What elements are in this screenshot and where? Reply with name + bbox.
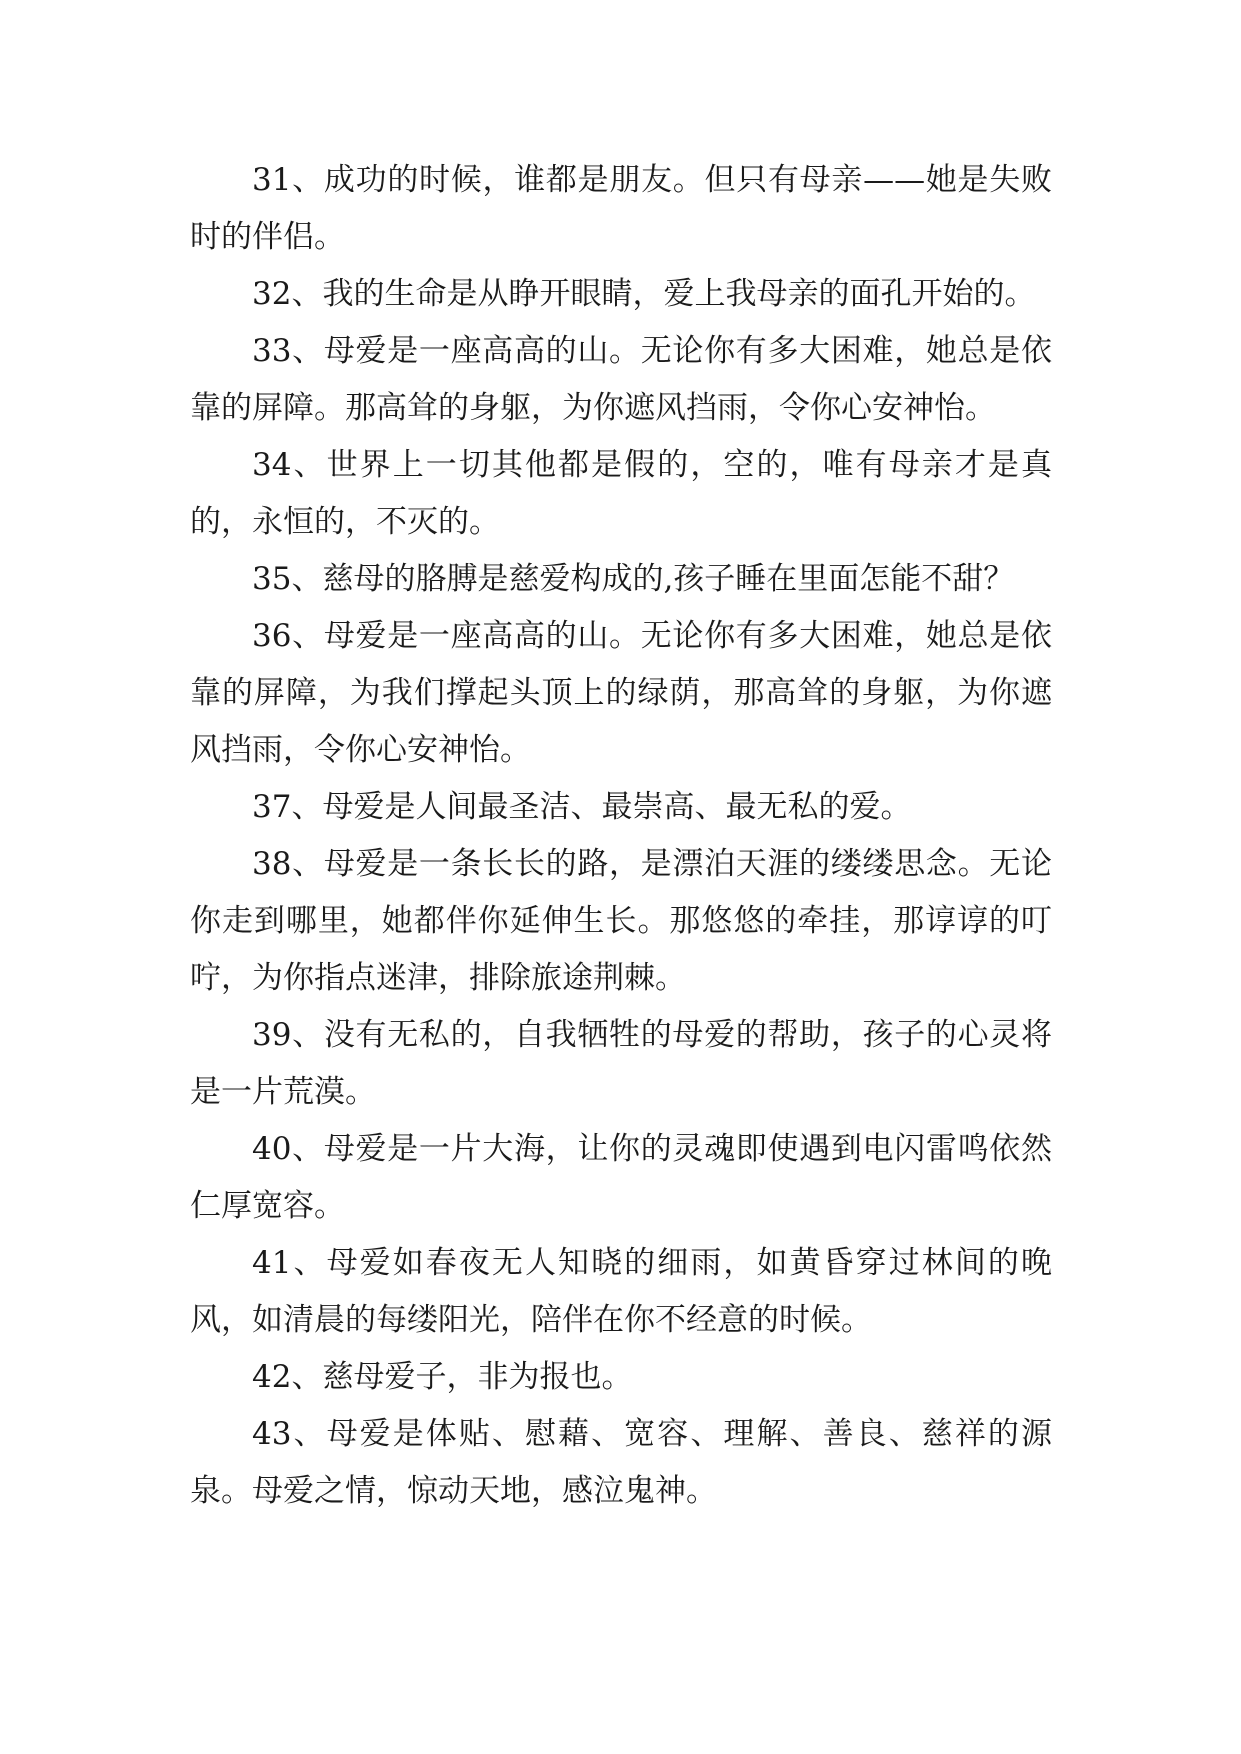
paragraph-34: 34、世界上一切其他都是假的，空的，唯有母亲才是真的，永恒的，不灭的。: [190, 447, 1052, 540]
paragraph-36: 36、母爱是一座高高的山。无论你有多大困难，她总是依靠的屏障，为我们撑起头顶上的绿荫，那高耸的身躯，为你遮风挡雨，令你心安神怡。: [190, 618, 1052, 768]
document-body: [190, 152, 1052, 1520]
paragraph-42: 42、慈母爱子，非为报也。: [252, 1359, 633, 1395]
paragraph-38: 38、母爱是一条长长的路，是漂泊天涯的缕缕思念。无论你走到哪里，她都伴你延伸生长。那悠悠的牵挂，那谆谆的叮咛，为你指点迷津，排除旅途荆棘。: [190, 846, 1052, 996]
paragraph-31: 31、成功的时候，谁都是朋友。但只有母亲——她是失败时的伴侣。: [190, 162, 1052, 255]
paragraph-40: 40、母爱是一片大海，让你的灵魂即使遇到电闪雷鸣依然仁厚宽容。: [190, 1131, 1052, 1224]
paragraph-35: 35、慈母的胳膊是慈爱构成的,孩子睡在里面怎能不甜？: [252, 561, 1015, 597]
paragraph-32: 32、我的生命是从睁开眼睛，爱上我母亲的面孔开始的。: [252, 276, 1036, 312]
paragraph-33: 33、母爱是一座高高的山。无论你有多大困难，她总是依靠的屏障。那高耸的身躯，为你遮风挡雨，令你心安神怡。: [190, 333, 1052, 426]
paragraph-43: 43、母爱是体贴、慰藉、宽容、理解、善良、慈祥的源泉。母爱之情，惊动天地，感泣鬼神。: [190, 1416, 1052, 1509]
paragraph-37: 37、母爱是人间最圣洁、最崇高、最无私的爱。: [252, 789, 912, 825]
paragraph-41: 41、母爱如春夜无人知晓的细雨，如黄昏穿过林间的晚风，如清晨的每缕阳光，陪伴在你不经意的时候。: [190, 1245, 1052, 1338]
paragraph-39: 39、没有无私的，自我牺牲的母爱的帮助，孩子的心灵将是一片荒漠。: [190, 1017, 1052, 1110]
